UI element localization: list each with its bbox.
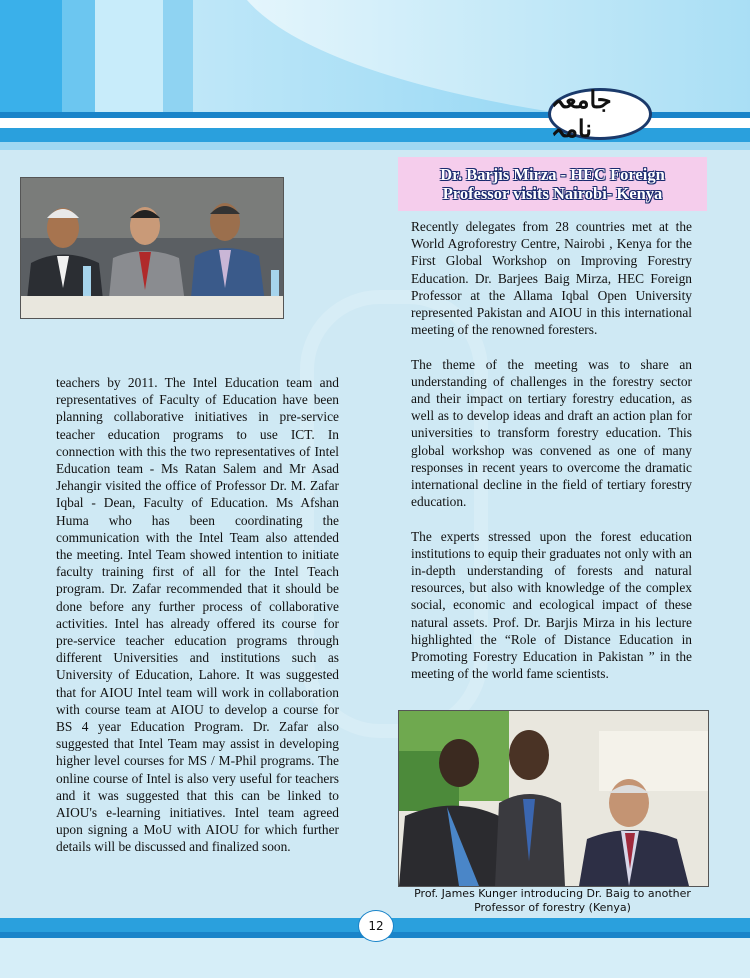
caption-line-2: Professor of forestry (Kenya) (474, 901, 631, 914)
page-number: 12 (358, 910, 394, 942)
jamia-nama-logo: جامعہ نامہ (548, 88, 652, 140)
footer-bottom (0, 938, 750, 978)
paragraph-1: Recently delegates from 28 countries met at the World Agroforestry Centre, Nairobi , Kenya for the First Global Workshop on Improving Forestry Education. Dr. Barjees Baig Mirza, HEC Foreign Professor at the Allama Iqbal Open University represented Pakistan and AIOU in this international meeting of the renowned foresters. (411, 219, 692, 338)
title-line-1: Dr. Barjis Mirza - HEC Foreign (440, 165, 665, 184)
paragraph-2: The theme of the meeting was to share an understanding of challenges in the forestry sector and their impact on tertiary forestry education, as well as to develop ideas and draft an action plan for universities to transform forestry education. This global workshop was convened as one of many responses in recent years to overcome the dramatic international decline in the field of tertiary forestry education. (411, 356, 692, 510)
meeting-photo (20, 177, 284, 319)
article-title (398, 157, 707, 211)
title-line-2: Professor visits Nairobi- Kenya (442, 184, 663, 203)
paragraph-3: The experts stressed upon the forest education institutions to equip their graduates not only with an in-depth understanding of forests and natural resources, but also with knowledge of the complex social, economic and ecological impact of these natural assets. Prof. Dr. Barjis Mirza in his lecture highlighted the “Role of Distance Education in Promoting Forestry Education in Pakistan ” in the meeting of the world fame scientists. (411, 528, 692, 682)
nairobi-photo (398, 710, 709, 887)
article-body (411, 218, 692, 700)
intel-article-text: teachers by 2011. The Intel Education team and representatives of Faculty of Education have been planning collaborative initiatives in pre-service teacher education programs to use ICT. In connection with this the two representatives of Intel Education team - Ms Ratan Salem and Mr Asad Jehangir visited the office of Professor Dr. M. Zafar Iqbal - Dean, Faculty of Education. Ms Afshan Huma who has been coordinating the communication with the Intel Team also attended the meeting. Intel Team showed intention to initiate faculty training first of all for the Intel Teach program. Dr. Zafar recommended that it should be done before any further process of collaborative activities. Intel has already offered its course for pre-service teacher education programs through different Universities and institutions such as University of Education, Lahore. It was suggested that for AIOU Intel team will work in collaboration with course team at AIOU to develop a course for BS 4 year Education Program. Dr. Zafar also suggested that Intel Team may assist in developing higher level courses for MS / M-Phil programs. The online course of Intel is also very useful for teachers and it was suggested that this can be linked to AIOU's e-learning initiatives. Intel team agreed upon signing a MoU with AIOU for which further details will be discussed and finalized soon. (56, 375, 339, 855)
photo-caption (398, 887, 707, 915)
caption-line-1: Prof. James Kunger introducing Dr. Baig to another (414, 887, 691, 900)
